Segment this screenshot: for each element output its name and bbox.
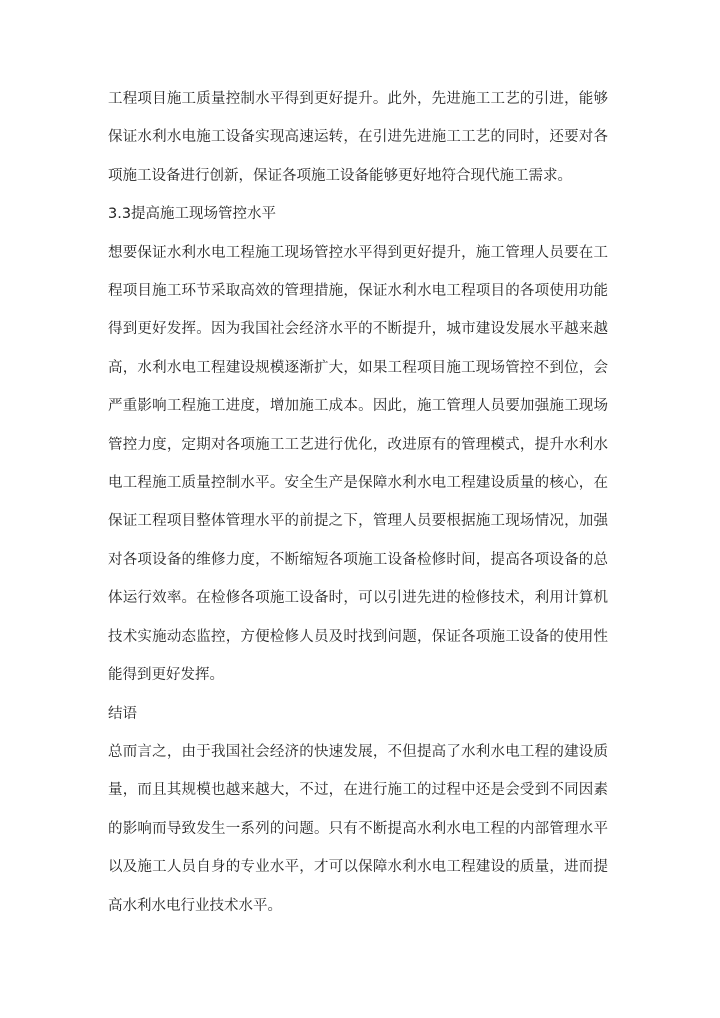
paragraph-line: 管控力度，定期对各项施工工艺进行优化，改进原有的管理模式，提升水利水 bbox=[108, 436, 608, 453]
paragraph-line: 电工程施工质量控制水平。安全生产是保障水利水电工程建设质量的核心，在 bbox=[108, 475, 608, 492]
conclusion-heading: 结语 bbox=[108, 705, 137, 722]
paragraph-line: 量，而且其规模也越来越大，不过，在进行施工的过程中还是会受到不同因素 bbox=[108, 782, 608, 799]
paragraph-line: 保证水利水电施工设备实现高速运转，在引进先进施工工艺的同时，还要对各 bbox=[108, 129, 608, 146]
paragraph-line: 保证工程项目整体管理水平的前提之下，管理人员要根据施工现场情况，加强 bbox=[108, 513, 608, 530]
paragraph-line: 的影响而导致发生一系列的问题。只有不断提高水利水电工程的内部管理水平 bbox=[108, 820, 608, 837]
paragraph-1 bbox=[108, 80, 608, 195]
paragraph-line: 技术实施动态监控，方便检修人员及时找到问题，保证各项施工设备的使用性 bbox=[108, 628, 608, 645]
paragraph-line: 能得到更好发挥。 bbox=[108, 667, 224, 684]
paragraph-line: 对各项设备的维修力度，不断缩短各项施工设备检修时间，提高各项设备的总 bbox=[108, 551, 608, 568]
paragraph-line: 总而言之，由于我国社会经济的快速发展，不但提高了水利水电工程的建设质 bbox=[108, 743, 608, 760]
paragraph-line: 程项目施工环节采取高效的管理措施，保证水利水电工程项目的各项使用功能 bbox=[108, 283, 608, 300]
paragraph-line: 得到更好发挥。因为我国社会经济水平的不断提升，城市建设发展水平越来越 bbox=[108, 321, 608, 338]
paragraph-line: 严重影响工程施工进度，增加施工成本。因此，施工管理人员要加强施工现场 bbox=[108, 398, 608, 415]
paragraph-line: 体运行效率。在检修各项施工设备时，可以引进先进的检修技术，利用计算机 bbox=[108, 590, 608, 607]
paragraph-line: 以及施工人员自身的专业水平，才可以保障水利水电工程建设的质量，进而提 bbox=[108, 859, 608, 876]
paragraph-line: 项施工设备进行创新，保证各项施工设备能够更好地符合现代施工需求。 bbox=[108, 167, 572, 184]
document-body bbox=[108, 80, 608, 925]
paragraph-line: 工程项目施工质量控制水平得到更好提升。此外，先进施工工艺的引进，能够 bbox=[108, 91, 608, 107]
paragraph-2 bbox=[108, 234, 608, 695]
paragraph-line: 高水利水电行业技术水平。 bbox=[108, 897, 282, 914]
paragraph-line: 想要保证水利水电工程施工现场管控水平得到更好提升，施工管理人员要在工 bbox=[108, 244, 608, 261]
paragraph-3 bbox=[108, 733, 608, 925]
section-heading: 3.3提高施工现场管控水平 bbox=[108, 206, 277, 223]
paragraph-line: 高，水利水电工程建设规模逐渐扩大，如果工程项目施工现场管控不到位，会 bbox=[108, 359, 608, 376]
